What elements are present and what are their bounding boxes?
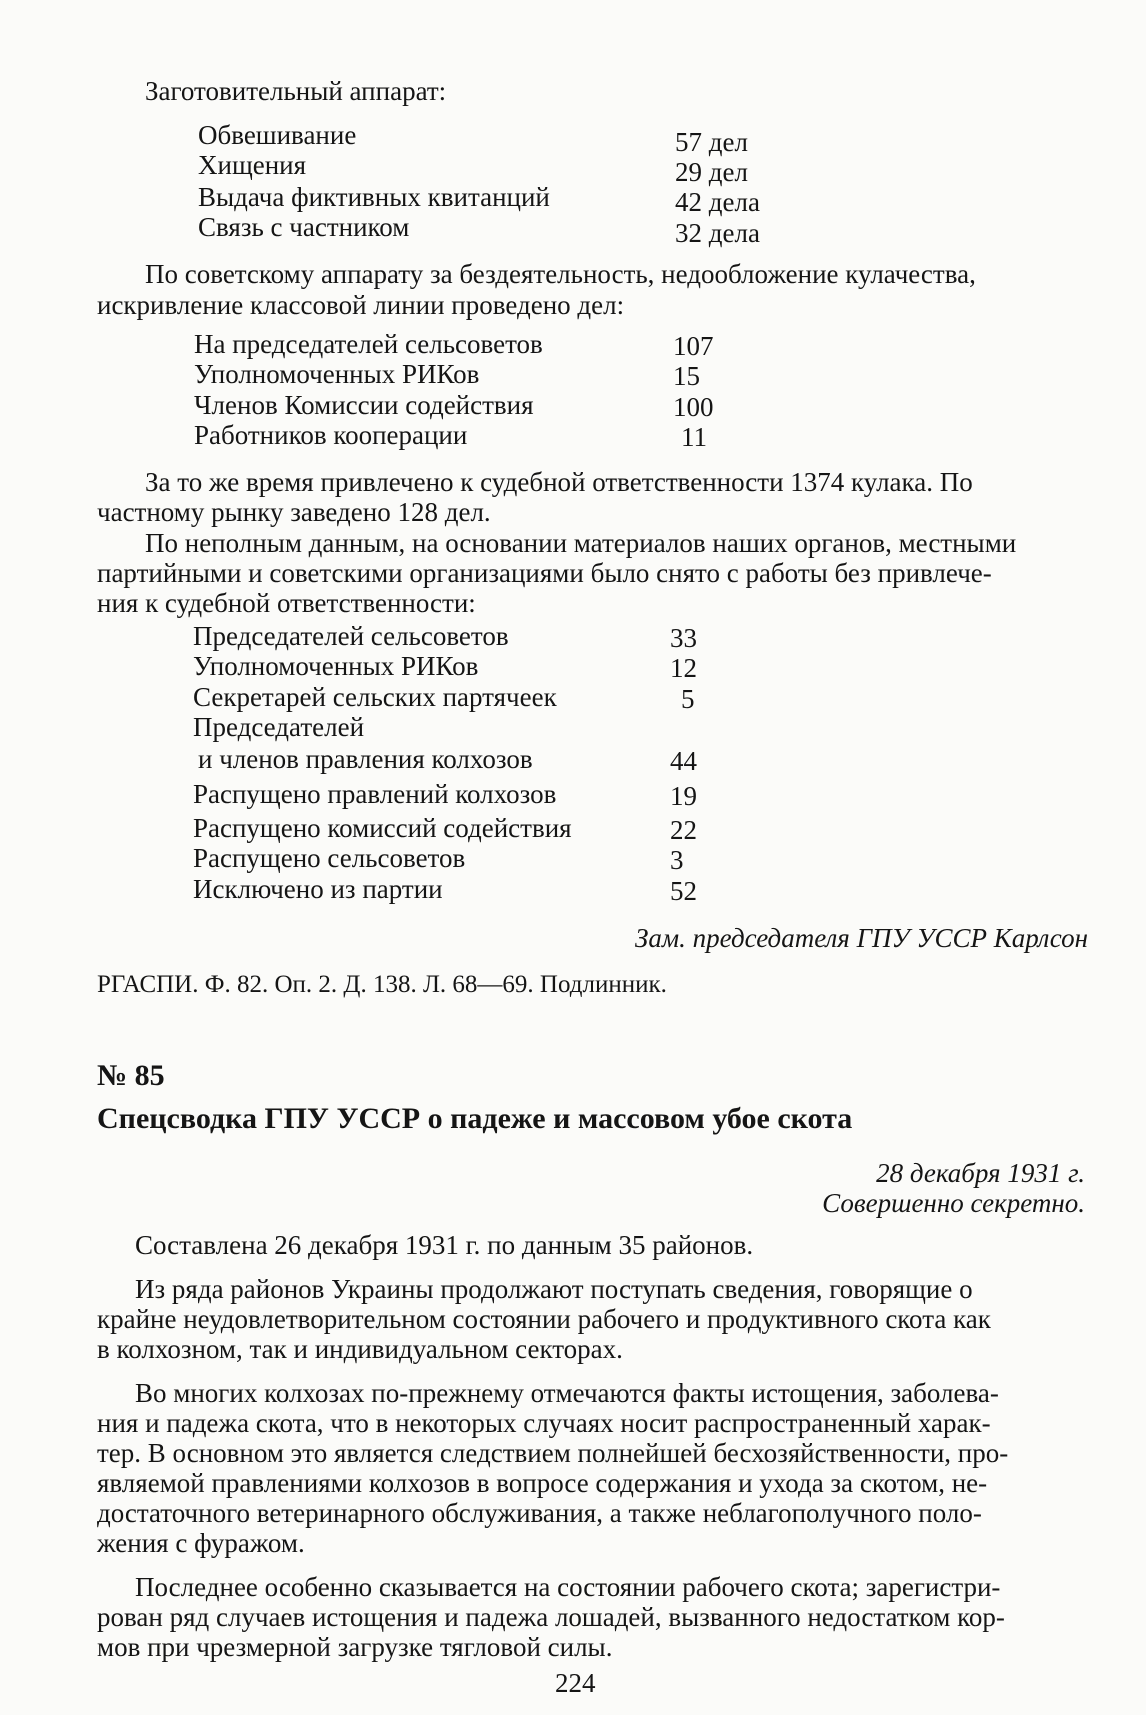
list-item-value: 44: [670, 746, 697, 776]
list-item-value: 19: [670, 781, 697, 811]
list-item-label: Председателей: [193, 712, 365, 742]
list-item-label: Связь с частником: [198, 212, 410, 242]
list-item-value: 3: [670, 845, 684, 875]
list-item-label: Распущено комиссий содействия: [193, 813, 572, 843]
list-item-label: Секретарей сельских партячеек: [193, 682, 557, 712]
paragraph-line: крайне неудовлетворительном состоянии рабочего и продуктивного скота как: [97, 1304, 991, 1334]
list-item-value: 42 дела: [675, 187, 760, 217]
list-item-label: Распущено сельсоветов: [193, 843, 466, 873]
classification-stamp: Совершенно секретно.: [822, 1188, 1085, 1218]
list-item-value: 52: [670, 876, 697, 906]
list-item-label: На председателей сельсоветов: [194, 329, 543, 359]
paragraph-line: Из ряда районов Украины продолжают поступать сведения, говорящие о: [135, 1274, 973, 1304]
list-item-label: Председателей сельсоветов: [193, 621, 509, 651]
removed-intro-line: партийными и советскими организациями было снято с работы без привлече-: [97, 558, 992, 588]
list-item-label: Исключено из партии: [193, 874, 443, 904]
paragraph-line: в колхозном, так и индивидуальном секторах.: [97, 1334, 623, 1364]
list-item-label: и членов правления колхозов: [198, 744, 533, 774]
paragraph-line: являемой правлениями колхозов в вопросе содержания и ухода за скотом, не-: [97, 1468, 988, 1498]
list-item-label: Уполномоченных РИКов: [193, 651, 479, 681]
removed-intro-line: ния к судебной ответственности:: [97, 588, 476, 618]
list-item-value: 33: [670, 623, 697, 653]
list-item-value: 29 дел: [675, 157, 748, 187]
list-item-label: Работников кооперации: [194, 420, 468, 450]
page-number: 224: [555, 1668, 596, 1698]
list-item-value: 32 дела: [675, 218, 760, 248]
paragraph-line: тер. В основном это является следствием полнейшей бесхозяйственности, про-: [97, 1438, 1009, 1468]
list-item-value: 100: [673, 392, 714, 422]
document-number: № 85: [97, 1059, 165, 1092]
compiled-note: Составлена 26 декабря 1931 г. по данным 35 районов.: [135, 1230, 754, 1260]
paragraph-line: Во многих колхозах по-прежнему отмечаются факты истощения, заболева-: [135, 1378, 999, 1408]
list-item-label: Распущено правлений колхозов: [193, 779, 557, 809]
removed-intro-line: По неполным данным, на основании материалов наших органов, местными: [145, 528, 1017, 558]
list-item-value: 5: [681, 684, 695, 714]
list-item-value: 11: [681, 422, 707, 452]
paragraph-line: рован ряд случаев истощения и падежа лошадей, вызванного недостатком кор-: [97, 1602, 1005, 1632]
document-date: 28 декабря 1931 г.: [876, 1158, 1085, 1188]
paragraph-line: жения с фуражом.: [97, 1528, 305, 1558]
list-item-label: Хищения: [198, 150, 307, 180]
list-item-label: Уполномоченных РИКов: [194, 359, 480, 389]
court-line: частному рынку заведено 128 дел.: [97, 497, 491, 527]
paragraph-line: ния и падежа скота, что в некоторых случаях носит распространенный харак-: [97, 1408, 991, 1438]
soviet-intro-line: По советскому аппарату за бездеятельность, недообложение кулачества,: [145, 259, 976, 289]
document-title: Спецсводка ГПУ УССР о падеже и массовом убое скота: [97, 1102, 853, 1135]
signature: Зам. председателя ГПУ УССР Карлсон: [635, 923, 1088, 953]
paragraph-line: достаточного ветеринарного обслуживания, а также неблагополучного поло-: [97, 1498, 982, 1528]
list-item-label: Членов Комиссии содействия: [194, 390, 534, 420]
list-item-value: 57 дел: [675, 127, 748, 157]
list-item-value: 22: [670, 815, 697, 845]
archive-reference: РГАСПИ. Ф. 82. Оп. 2. Д. 138. Л. 68—69. Подлинник.: [97, 971, 667, 998]
list-item-value: 107: [673, 331, 714, 361]
list-item-value: 12: [670, 653, 697, 683]
court-line: За то же время привлечено к судебной ответственности 1374 кулака. По: [145, 467, 973, 497]
list-item-value: 15: [673, 361, 700, 391]
paragraph-line: мов при чрезмерной загрузке тягловой силы.: [97, 1632, 613, 1662]
paragraph-line: Последнее особенно сказывается на состоянии рабочего скота; зарегистри-: [135, 1572, 1001, 1602]
list-item-label: Выдача фиктивных квитанций: [198, 182, 550, 212]
list-item-label: Обвешивание: [198, 120, 357, 150]
procurement-heading: Заготовительный аппарат:: [145, 76, 447, 106]
soviet-intro-line: искривление классовой линии проведено дел:: [97, 290, 625, 320]
